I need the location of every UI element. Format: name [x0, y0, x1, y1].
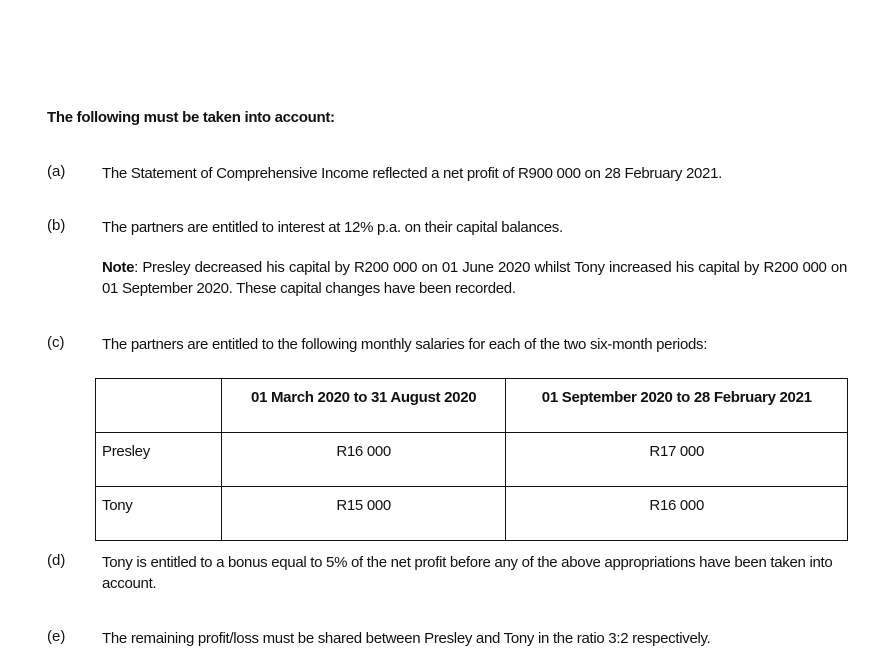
table-row — [96, 487, 848, 541]
partner-name: Presley — [96, 433, 222, 487]
note-paragraph — [102, 257, 847, 299]
item-marker-e: (e) — [47, 628, 66, 645]
item-marker-b: (b) — [47, 217, 66, 234]
note-label: Note — [102, 259, 135, 276]
table-header-cell: 01 September 2020 to 28 February 2021 — [506, 379, 848, 433]
item-text-d: Tony is entitled to a bonus equal to 5% of the net profit before any of the above appropriations have been taken into account. — [102, 554, 833, 592]
salary-amount: R16 000 — [221, 433, 506, 487]
partner-name: Tony — [96, 487, 222, 541]
item-text-e: The remaining profit/loss must be shared between Presley and Tony in the ratio 3:2 respectively. — [102, 630, 711, 647]
table-header-row — [96, 379, 848, 433]
salary-amount: R17 000 — [506, 433, 848, 487]
salary-amount: R15 000 — [221, 487, 506, 541]
table-header-cell: 01 March 2020 to 31 August 2020 — [221, 379, 506, 433]
table-header-cell — [96, 379, 222, 433]
item-text-a: The Statement of Comprehensive Income reflected a net profit of R900 000 on 28 February 2021. — [102, 165, 722, 182]
note-text: : Presley decreased his capital by R200 000 on 01 June 2020 whilst Tony increased his capital by R200 000 on 01 September 2020. These capital changes have been recorded. — [102, 259, 847, 297]
item-marker-d: (d) — [47, 552, 66, 569]
item-marker-a: (a) — [47, 163, 66, 180]
salary-table — [95, 378, 848, 541]
item-marker-c: (c) — [47, 334, 65, 351]
item-text-c: The partners are entitled to the following monthly salaries for each of the two six-month periods: — [102, 336, 708, 353]
section-heading: The following must be taken into account: — [47, 109, 335, 126]
table-row — [96, 433, 848, 487]
item-text-b: The partners are entitled to interest at 12% p.a. on their capital balances. — [102, 219, 563, 236]
salary-amount: R16 000 — [506, 487, 848, 541]
